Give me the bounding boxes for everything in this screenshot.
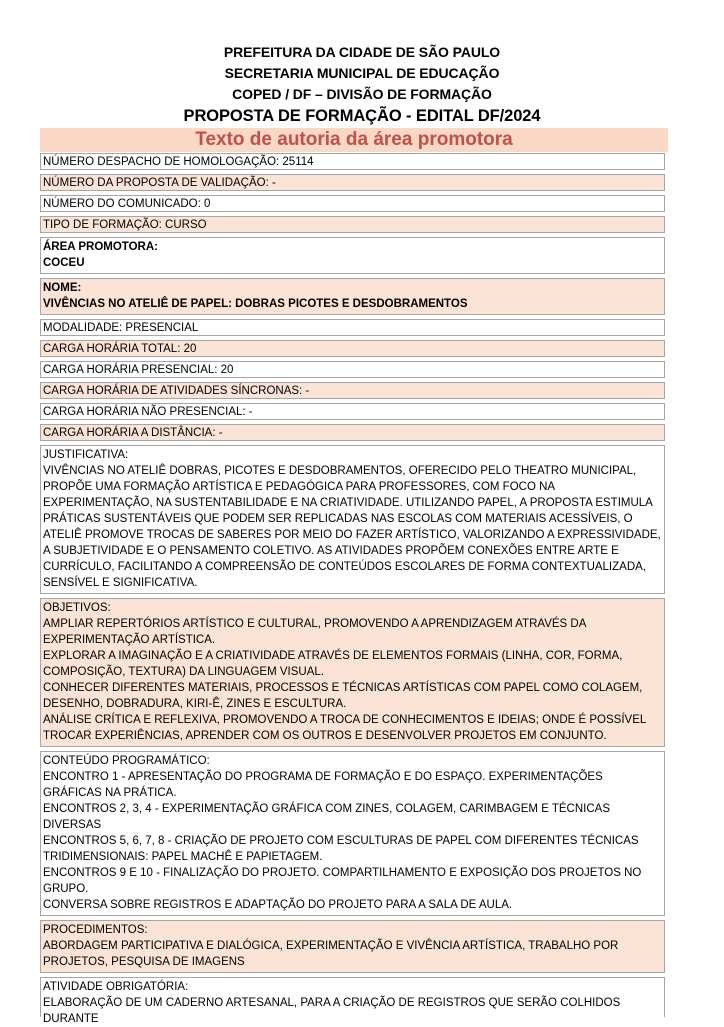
- objetivo-item: EXPLORAR A IMAGINAÇÃO E A CRIATIVIDADE ATRAVÉS DE ELEMENTOS FORMAIS (LINHA, COR, FORMA, COMPOSIÇÃO, TEXTURA) DA LINGUAGEM VISUAL.: [43, 650, 623, 678]
- field-comunicado: NÚMERO DO COMUNICADO: 0: [40, 195, 665, 212]
- header-secretaria: SECRETARIA MUNICIPAL DE EDUCAÇÃO: [224, 65, 500, 81]
- nome-label: NOME:: [43, 282, 82, 294]
- field-carga-nao-presencial: CARGA HORÁRIA NÃO PRESENCIAL: -: [40, 403, 665, 420]
- objetivos-label: OBJETIVOS:: [43, 602, 111, 614]
- header-divisao: COPED / DF – DIVISÃO DE FORMAÇÃO: [232, 86, 492, 102]
- conteudo-item: ENCONTRO 1 - APRESENTAÇÃO DO PROGRAMA DE FORMAÇÃO E DO ESPAÇO. EXPERIMENTAÇÕES GRÁFICAS NA PRÁTICA.: [43, 771, 603, 799]
- area-promotora-label: ÁREA PROMOTORA:: [43, 241, 158, 253]
- justificativa-text: VIVÊNCIAS NO ATELIÊ DOBRAS, PICOTES E DESDOBRAMENTOS, OFERECIDO PELO THEATRO MUNICIPAL, PROPÕE UMA FORMAÇÃO ARTÍSTICA E PEDAGÓGICA PARA PROFESSORES, COM FOCO NA EXPERIMENTAÇÃO, NA SUSTENTABILIDADE E NA CRIATIVIDADE. UTILIZANDO PAPEL, A PROPOSTA ESTIMULA PRÁTICAS SUSTENTÁVEIS QUE PODEM SER REPLICADAS NAS ESCOLAS COM MATERIAIS ACESSÍVEIS, O ATELIÊ PROMOVE TROCAS DE SABERES POR MEIO DO FAZER ARTÍSTICO, VALORIZANDO A EXPRESSIVIDADE, A SUBJETIVIDADE E O PENSAMENTO COLETIVO. AS ATIVIDADES PROPÕEM CONEXÕES ENTRE ARTE E CURRÍCULO, FACILITANDO A COMPREENSÃO DE CONTEÚDOS ESCOLARES DE FORMA CONTEXTUALIZADA, SENSÍVEL E SIGNIFICATIVA.: [43, 465, 661, 589]
- procedimentos-label: PROCEDIMENTOS:: [43, 924, 148, 936]
- field-despacho: NÚMERO DESPACHO DE HOMOLOGAÇÃO: 25114: [40, 153, 665, 170]
- nome-value: VIVÊNCIAS NO ATELIÊ DE PAPEL: DOBRAS PICOTES E DESDOBRAMENTOS: [43, 298, 468, 310]
- conteudo-item: ENCONTROS 2, 3, 4 - EXPERIMENTAÇÃO GRÁFICA COM ZINES, COLAGEM, CARIMBAGEM E TÉCNICAS DIVERSAS: [43, 803, 610, 831]
- field-tipo-formacao: TIPO DE FORMAÇÃO: CURSO: [40, 216, 665, 233]
- atividade-text: ELABORAÇÃO DE UM CADERNO ARTESANAL, PARA A CRIAÇÃO DE REGISTROS QUE SERÃO COLHIDOS DURANTE: [43, 997, 621, 1025]
- document-header: [0, 42, 724, 127]
- field-procedimentos: [40, 920, 665, 973]
- conteudo-label: CONTEÚDO PROGRAMÁTICO:: [43, 755, 210, 767]
- field-objetivos: [40, 598, 665, 747]
- field-conteudo-programatico: [40, 751, 665, 916]
- field-nome: [40, 278, 665, 315]
- objetivo-item: AMPLIAR REPERTÓRIOS ARTÍSTICO E CULTURAL, PROMOVENDO A APRENDIZAGEM ATRAVÉS DA EXPERIMENTAÇÃO ARTÍSTICA.: [43, 618, 586, 646]
- field-carga-distancia: CARGA HORÁRIA A DISTÂNCIA: -: [40, 424, 665, 441]
- authorship-banner-text: Texto de autoria da área promotora: [195, 129, 513, 150]
- field-carga-presencial: CARGA HORÁRIA PRESENCIAL: 20: [40, 361, 665, 378]
- area-promotora-value: COCEU: [43, 257, 85, 269]
- conteudo-item: ENCONTROS 5, 6, 7, 8 - CRIAÇÃO DE PROJETO COM ESCULTURAS DE PAPEL COM DIFERENTES TÉCNICAS TRIDIMENSIONAIS: PAPEL MACHÊ E PAPIETAGEM.: [43, 835, 639, 863]
- header-prefeitura: PREFEITURA DA CIDADE DE SÃO PAULO: [223, 44, 501, 60]
- proposal-form: [40, 153, 665, 1025]
- field-area-promotora: [40, 237, 665, 274]
- field-modalidade: MODALIDADE: PRESENCIAL: [40, 319, 665, 336]
- header-edital: PROPOSTA DE FORMAÇÃO - EDITAL DF/2024: [183, 107, 541, 125]
- field-justificativa: [40, 445, 665, 594]
- field-carga-total: CARGA HORÁRIA TOTAL: 20: [40, 340, 665, 357]
- justificativa-label: JUSTIFICATIVA:: [43, 449, 129, 461]
- field-carga-sincronas: CARGA HORÁRIA DE ATIVIDADES SÍNCRONAS: -: [40, 382, 665, 399]
- objetivo-item: CONHECER DIFERENTES MATERIAIS, PROCESSOS E TÉCNICAS ARTÍSTICAS COM PAPEL COMO COLAGEM, DESENHO, DOBRADURA, KIRI-Ê, ZINES E ESCULTURA.: [43, 682, 643, 710]
- conteudo-item: CONVERSA SOBRE REGISTROS E ADAPTAÇÃO DO PROJETO PARA A SALA DE AULA.: [43, 899, 513, 911]
- field-atividade-obrigatoria: [40, 977, 665, 1025]
- conteudo-item: ENCONTROS 9 E 10 - FINALIZAÇÃO DO PROJETO. COMPARTILHAMENTO E EXPOSIÇÃO DOS PROJETOS NO GRUPO.: [43, 867, 642, 895]
- atividade-label: ATIVIDADE OBRIGATÓRIA:: [43, 981, 189, 993]
- field-validacao: NÚMERO DA PROPOSTA DE VALIDAÇÃO: -: [40, 174, 665, 191]
- objetivo-item: ANÁLISE CRÍTICA E REFLEXIVA, PROMOVENDO A TROCA DE CONHECIMENTOS E IDEIAS; ONDE É POSSÍVEL TROCAR EXPERIÊNCIAS, APRENDER COM OS OUTROS E DESENVOLVER PROJETOS EM CONJUNTO.: [43, 714, 646, 742]
- authorship-banner: [40, 128, 668, 152]
- procedimentos-text: ABORDAGEM PARTICIPATIVA E DIALÓGICA, EXPERIMENTAÇÃO E VIVÊNCIA ARTÍSTICA, TRABALHO POR PROJETOS, PESQUISA DE IMAGENS: [43, 940, 619, 968]
